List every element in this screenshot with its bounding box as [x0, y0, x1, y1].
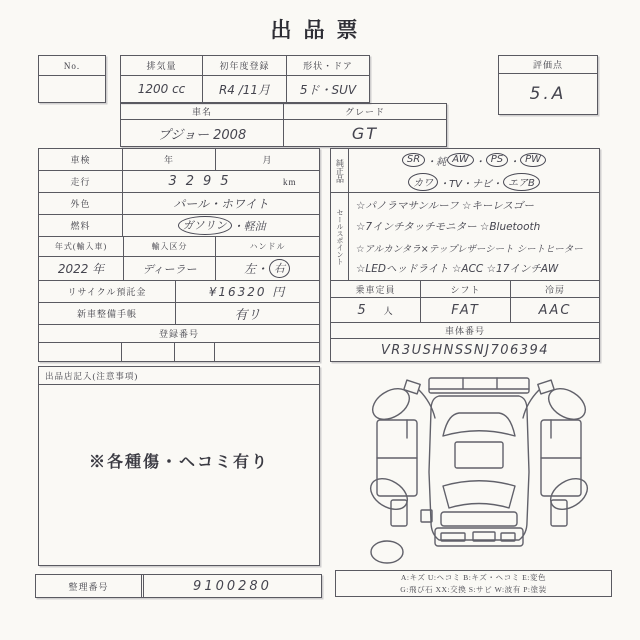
mileage-value: 3295 — [168, 174, 238, 189]
equip-jun: 純 — [436, 156, 447, 168]
first-registration-label: 初年度登録 — [219, 61, 270, 71]
genuine-parts-row1 — [349, 149, 599, 171]
equip-aw: AW — [447, 153, 474, 167]
sales-point-line: ☆パノラマサンルーフ ☆キーレスゴー — [356, 200, 534, 212]
model-year-label: 年式(輸入車) — [54, 242, 108, 251]
model-year-value: 2022 年 — [57, 262, 105, 276]
equip-ps: PS — [486, 153, 508, 167]
handle-label: ハンドル — [249, 242, 286, 251]
shift-label: シフト — [450, 284, 481, 295]
service-book-label: 新車整備手帳 — [76, 309, 137, 319]
displacement-label: 排気量 — [146, 61, 177, 71]
shaken-month-label: 月 — [262, 155, 273, 165]
reference-number-label: 整理番号 — [68, 581, 109, 592]
page-title: 出品票 — [270, 18, 370, 42]
equip-sr: SR — [402, 153, 425, 167]
shaken-label: 車検 — [70, 155, 91, 165]
score-label: 評価点 — [532, 60, 563, 70]
shift-value: FAT — [451, 302, 480, 318]
spec-box — [120, 55, 370, 103]
chassis-number-value: VR3USHNSSNJ706394 — [380, 343, 550, 358]
fuel-label: 燃料 — [70, 221, 91, 231]
equip-tv-navi: ・TV・ナビ・ — [439, 178, 503, 190]
equip-pw: PW — [520, 153, 546, 167]
first-registration-value: R4 /11月 — [218, 82, 271, 97]
fuel-diesel: 軽油 — [243, 219, 266, 233]
handle-left-option: 左 — [243, 262, 256, 276]
damage-legend-box — [335, 570, 612, 597]
import-class-value: ディーラー — [142, 262, 197, 276]
mileage-label: 走行 — [70, 177, 91, 187]
sales-points-label: セールスポイント — [331, 193, 349, 280]
grade-label: グレード — [344, 107, 385, 117]
equip-sep3: ・ — [509, 156, 520, 168]
vehicle-detail-box — [38, 148, 320, 362]
no-box — [38, 55, 106, 103]
equip-sep2: ・ — [474, 156, 485, 168]
sales-point-line: ☆7インチタッチモニター ☆Bluetooth — [356, 221, 541, 233]
car-name-label: 車名 — [191, 107, 212, 117]
car-name-box — [120, 103, 447, 147]
seller-notes-box — [38, 366, 320, 566]
genuine-parts-row2 — [349, 171, 599, 193]
exterior-color-label: 外色 — [70, 199, 91, 209]
capacity-value: 5 — [357, 302, 366, 318]
mileage-unit: km — [283, 176, 297, 187]
registration-number-empty-row — [39, 343, 319, 362]
sales-point-line: ☆LEDヘッドライト ☆ACC ☆17インチAW — [356, 263, 559, 275]
score-box — [498, 55, 598, 115]
damage-note: ※各種傷・ヘコミ有り — [88, 453, 269, 471]
exterior-color-value: パール・ホワイト — [173, 197, 269, 211]
seller-notes-header: 出品店記入(注意事項) — [45, 370, 139, 381]
shaken-year-label: 年 — [163, 155, 174, 165]
no-label: No. — [63, 60, 81, 71]
service-book-value: 有リ — [234, 308, 261, 323]
car-diagram-area — [343, 376, 615, 564]
capacity-unit: 人 — [383, 305, 394, 316]
chassis-number-label: 車体番号 — [444, 326, 485, 336]
grade-value: GT — [351, 123, 379, 143]
equip-leather: カワ — [408, 173, 438, 191]
shape-door-value: 5ド・SUV — [299, 82, 357, 97]
capacity-label: 乗車定員 — [355, 284, 396, 295]
displacement-value: 1200 cc — [137, 82, 186, 96]
cooling-value: AAC — [538, 302, 572, 318]
equip-airbag: エアB — [503, 173, 540, 191]
legend-line-2: G:飛び石 XX:交換 S:サビ W:波有 P:塗装 — [400, 584, 547, 594]
equip-sep1: ・ — [426, 156, 437, 168]
score-value: 5.A — [529, 84, 567, 104]
cooling-label: 冷房 — [544, 284, 565, 295]
equipment-box — [330, 148, 600, 362]
shape-door-label: 形状・ドア — [303, 61, 353, 71]
fuel-gasoline-circled: ガソリン — [178, 216, 232, 235]
genuine-parts-label: 純正品 — [331, 149, 349, 192]
fuel-separator: ・ — [232, 219, 244, 233]
car-top-view-diagram — [343, 376, 615, 564]
handle-dot: ・ — [256, 262, 269, 276]
sales-point-line: ☆アルカンタラ×テップレザーシート シートヒーター — [356, 243, 583, 255]
handle-right-circled: 右 — [269, 259, 290, 278]
reference-number-box — [35, 574, 322, 598]
import-class-label: 輸入区分 — [151, 242, 188, 251]
registration-number-label: 登録番号 — [158, 329, 199, 339]
reference-number-value: 9100280 — [193, 578, 272, 594]
recycle-deposit-label: リサイクル預託金 — [67, 287, 147, 297]
legend-line-1: A:キズ U:ヘコミ B:キズ・ヘコミ E:変色 — [400, 573, 547, 583]
car-name-value: プジョー 2008 — [157, 127, 247, 143]
recycle-deposit-value: ¥16320 円 — [208, 285, 287, 299]
